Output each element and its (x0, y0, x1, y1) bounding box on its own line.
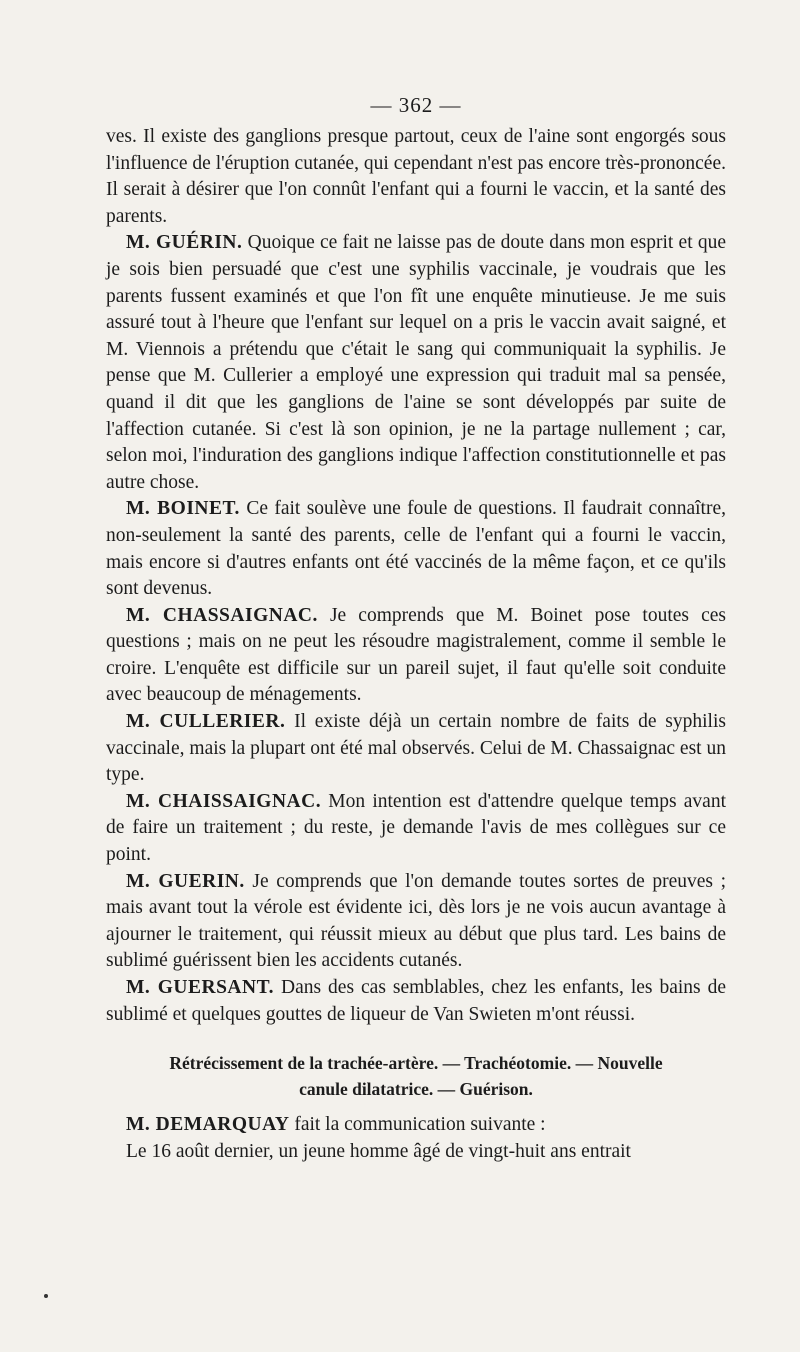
paragraph-text: Le 16 août dernier, un jeune homme âgé de vingt-huit ans entrait (126, 1140, 631, 1162)
speaker-name: M. BOINET. (126, 498, 240, 520)
section-heading-line-2: canule dilatatrice. — Guérison. (299, 1079, 533, 1100)
paragraph-text: Quoique ce fait ne laisse pas de doute dans mon esprit et que je sois bien persuadé que c'est une syphilis vaccinale, je voudrais que les parents fussent examinés et que l'on fît une enquête minutieuse. Je me suis assuré tout à l'heure que l'enfant sur lequel on a pris le vaccin avait saigné, et M. Viennois a prétendu que c'était le sang qui communiquait la syphilis. Je pense que M. Cullerier a employé une expression qui traduit mal sa pensée, quand il dit que les ganglions de l'aine se sont développés par suite de l'affection cutanée. Si c'est là son opinion, je ne la partage nullement ; car, selon moi, l'induration des ganglions indique l'affection constitutionnelle et pas autre chose. (106, 232, 727, 493)
page-number: — 362 — (370, 93, 462, 117)
paragraph-text: fait la communication suivante : (294, 1114, 546, 1136)
speaker-name: M. GUERIN. (126, 870, 245, 892)
page-body (106, 92, 726, 1165)
paragraph-text: Mon intention est d'attendre quelque temps avant de faire un traitement ; du reste, je demande l'avis de mes collègues sur ce point. (106, 790, 727, 866)
paragraph-text: Ce fait soulève une foule de questions. Il faudrait connaître, non-seulement la santé des parents, celle de l'enfant qui a fourni le vaccin, mais encore si d'autres enfants ont été vaccinés de la même façon, et ce qu'ils sont devenus. (106, 498, 726, 600)
paragraph-chaissaignac (106, 789, 726, 869)
paragraph-chassaignac (106, 603, 726, 709)
speaker-name: M. CHASSAIGNAC. (126, 604, 318, 626)
speaker-name: M. DEMARQUAY (126, 1114, 290, 1136)
paragraph-boinet (106, 496, 726, 602)
paragraph-text: ves. Il existe des ganglions presque partout, ceux de l'aine sont engorgés sous l'influence de l'éruption cutanée, qui cependant n'est pas encore très-prononcée. Il serait à désirer que l'on connût l'enfant qui a fourni le vaccin, et la santé des parents. (106, 126, 726, 227)
paragraph-continuation (106, 124, 726, 230)
speaker-name: M. CHAISSAIGNAC. (126, 790, 322, 812)
paragraph-text: Il existe déjà un certain nombre de faits de syphilis vaccinale, mais la plupart ont été mal observés. Celui de M. Chassaignac est un type. (106, 711, 726, 786)
paragraph-cullerier (106, 709, 726, 789)
speaker-name: M. GUERSANT. (126, 977, 275, 998)
speaker-name: M. CULLERIER. (126, 711, 286, 733)
paragraph-guerin-2 (106, 869, 726, 975)
paragraph-guerin (106, 230, 726, 496)
paragraph-text: Je comprends que l'on demande toutes sortes de preuves ; mais avant tout la vérole est évidente ici, dès lors je ne vois aucun avantage à ajourner le traitement, qui réussit mieux au début que plus tard. Les bains de sublimé guérissent bien les accidents cutanés. (106, 870, 727, 972)
ink-speck (44, 1294, 48, 1298)
paragraph-case-start (106, 1139, 726, 1166)
paragraph-text: Dans des cas semblables, chez les enfants, les bains de sublimé et quelques gouttes de liqueur de Van Swieten m'ont réussi. (106, 977, 726, 1025)
section-heading (106, 1050, 726, 1102)
paragraph-text: Je comprends que M. Boinet pose toutes ces questions ; mais on ne peut les résoudre magistralement, comme il semble le croire. L'enquête est difficile sur un pareil sujet, il faut qu'elle soit conduite avec beaucoup de ménagements. (106, 604, 726, 706)
paragraph-demarquay (106, 1112, 726, 1139)
paragraph-guersant (106, 975, 726, 1028)
speaker-name: M. GUÉRIN. (126, 232, 243, 254)
section-heading-line-1: Rétrécissement de la trachée-artère. — Trachéotomie. — Nouvelle (169, 1053, 663, 1074)
